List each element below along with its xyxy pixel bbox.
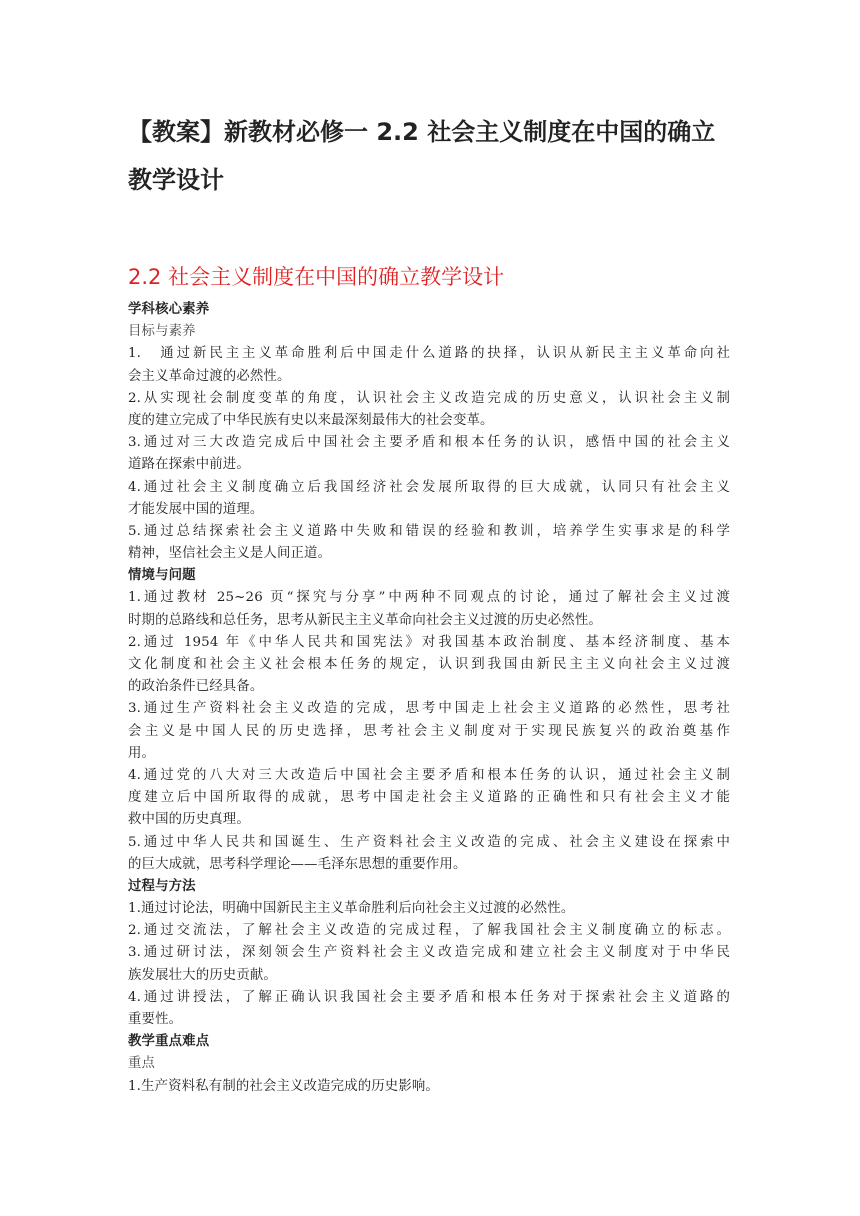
heading-key-points: 教学重点难点 xyxy=(128,1034,210,1050)
core-item-5-line-1: 5.通过总结探索社会主义道路中失败和错误的经验和教训，培养学生实事求是的科学 xyxy=(128,523,730,539)
situation-item-4-line-3: 救中国的历史真理。 xyxy=(128,812,250,828)
core-item-2-line-1: 2.从实现社会制度变革的角度，认识社会主义改造完成的历史意义，认识社会主义制 xyxy=(128,390,730,406)
core-item-3-line-1: 3.通过对三大改造完成后中国社会主要矛盾和根本任务的认识，感悟中国的社会主义 xyxy=(128,435,730,451)
situation-item-2-line-3: 的政治条件已经具备。 xyxy=(128,679,264,695)
situation-item-4-line-2: 度建立后中国所取得的成就，思考中国走社会主义道路的正确性和只有社会主义才能 xyxy=(128,790,730,806)
document-title-line-2: 教学设计 xyxy=(128,166,224,194)
subheading-goals: 目标与素养 xyxy=(128,324,196,340)
document-body xyxy=(128,299,730,1098)
heading-methods: 过程与方法 xyxy=(128,878,196,894)
key-item-1-line-1: 1.生产资料私有制的社会主义改造完成的历史影响。 xyxy=(128,1078,439,1094)
core-item-4-line-2: 才能发展中国的道理。 xyxy=(128,501,264,517)
situation-item-2-line-1: 2.通过 1954 年《中华人民共和国宪法》对我国基本政治制度、基本经济制度、基本 xyxy=(128,634,730,650)
situation-item-3-line-3: 用。 xyxy=(128,745,156,761)
heading-situations: 情境与问题 xyxy=(128,568,196,584)
method-item-3-line-2: 族发展壮大的历史贡献。 xyxy=(128,967,277,983)
method-item-1-line-1: 1.通过讨论法，明确中国新民主主义革命胜利后向社会主义过渡的必然性。 xyxy=(128,901,575,917)
core-item-4-line-1: 4.通过社会主义制度确立后我国经济社会发展所取得的巨大成就，认同只有社会主义 xyxy=(128,479,730,495)
situation-item-5-line-2: 的巨大成就，思考科学理论——毛泽东思想的重要作用。 xyxy=(128,856,467,872)
subheading-key: 重点 xyxy=(128,1056,156,1072)
method-item-4-line-1: 4.通过讲授法，了解正确认识我国社会主要矛盾和根本任务对于探索社会主义道路的 xyxy=(128,989,730,1005)
core-item-3-line-2: 道路在探索中前进。 xyxy=(128,457,250,473)
situation-item-1-line-1: 1.通过教材 25~26 页“探究与分享”中两种不同观点的讨论，通过了解社会主义过渡 xyxy=(128,590,730,606)
core-item-1-line-2: 会主义革命过渡的必然性。 xyxy=(128,368,291,384)
situation-item-2-line-2: 文化制度和社会主义社会根本任务的规定，认识到我国由新民主主义向社会主义过渡 xyxy=(128,657,730,672)
method-item-4-line-2: 重要性。 xyxy=(128,1012,183,1027)
situation-item-3-line-2: 会主义是中国人民的历史选择，思考社会主义制度对于实现民族复兴的政治奠基作 xyxy=(128,723,730,739)
core-item-5-line-2: 精神，坚信社会主义是人间正道。 xyxy=(128,546,332,562)
section-title: 2.2 社会主义制度在中国的确立教学设计 xyxy=(128,265,505,289)
heading-core-literacy: 学科核心素养 xyxy=(128,302,210,317)
document-title-line-1: 【教案】新教材必修一 2.2 社会主义制度在中国的确立 xyxy=(128,118,716,146)
situation-item-3-line-1: 3.通过生产资料社会主义改造的完成，思考中国走上社会主义道路的必然性，思考社 xyxy=(128,701,730,717)
situation-item-1-line-2: 时期的总路线和总任务，思考从新民主主义革命向社会主义过渡的历史必然性。 xyxy=(128,612,602,628)
situation-item-5-line-1: 5.通过中华人民共和国诞生、生产资料社会主义改造的完成、社会主义建设在探索中 xyxy=(128,834,730,850)
method-item-3-line-1: 3.通过研讨法，深刻领会生产资料社会主义改造完成和建立社会主义制度对于中华民 xyxy=(128,945,730,961)
core-item-1-line-1: 1. 通过新民主主义革命胜利后中国走什么道路的抉择，认识从新民主主义革命向社 xyxy=(128,346,730,362)
method-item-2-line-1: 2.通过交流法，了解社会主义改造的完成过程，了解我国社会主义制度确立的标志。 xyxy=(128,923,730,939)
core-item-2-line-2: 度的建立完成了中华民族有史以来最深刻最伟大的社会变革。 xyxy=(128,412,494,428)
situation-item-4-line-1: 4.通过党的八大对三大改造后中国社会主要矛盾和根本任务的认识，通过社会主义制 xyxy=(128,767,730,783)
document-title xyxy=(128,108,738,204)
